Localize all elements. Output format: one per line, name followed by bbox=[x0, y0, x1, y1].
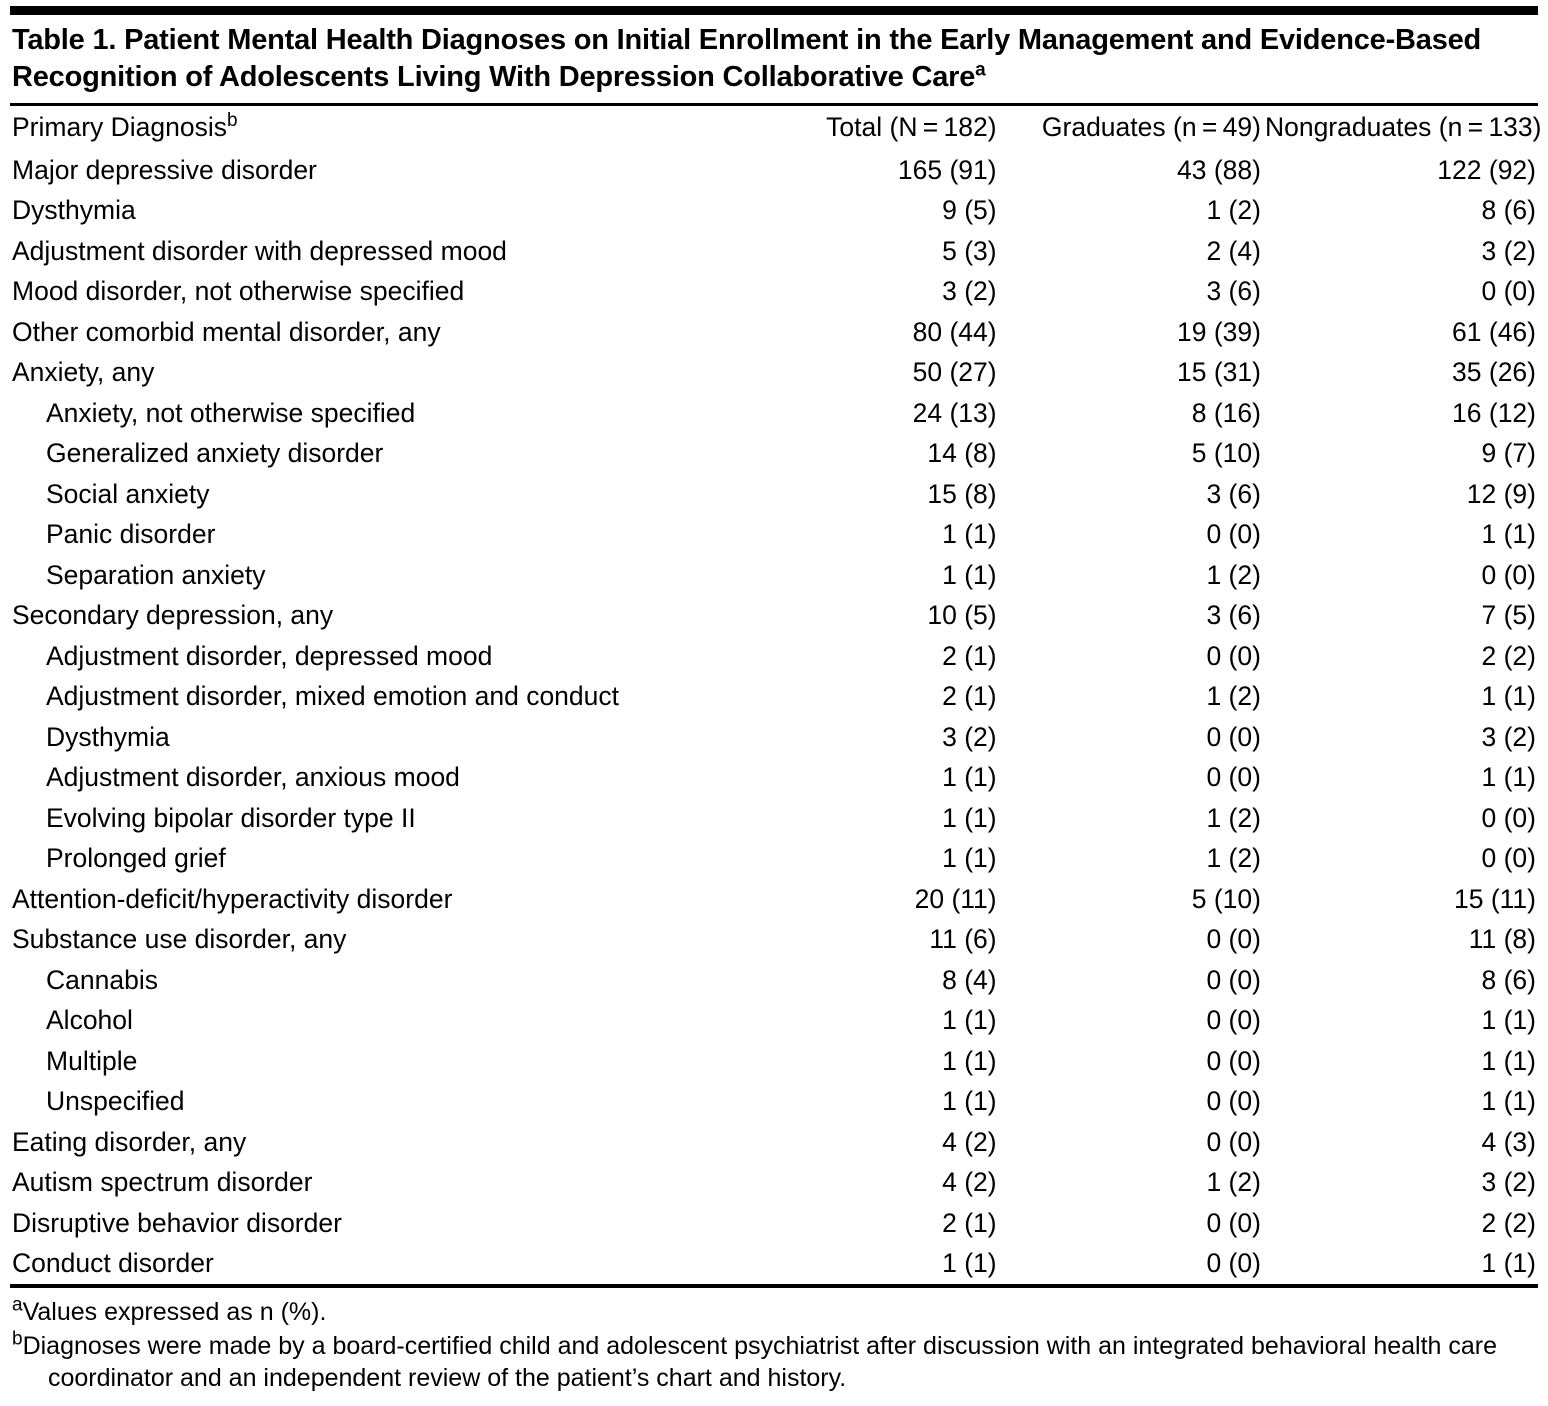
row-value-graduates: 1 (2) bbox=[1206, 195, 1261, 226]
row-label: Substance use disorder, any bbox=[12, 924, 347, 955]
row-value-total: 50 (27) bbox=[912, 357, 997, 388]
row-label: Multiple bbox=[46, 1045, 138, 1076]
row-value-total: 11 (6) bbox=[929, 924, 997, 955]
row-value-graduates: 0 (0) bbox=[1206, 1086, 1261, 1117]
table-row bbox=[10, 1081, 1538, 1122]
row-label: Adjustment disorder, depressed mood bbox=[46, 640, 493, 671]
row-value-nongraduates: 15 (11) bbox=[1454, 883, 1536, 914]
row-value-total: 4 (2) bbox=[942, 1167, 997, 1198]
row-value-total: 3 (2) bbox=[942, 721, 997, 752]
table-row bbox=[10, 514, 1538, 555]
row-value-nongraduates: 4 (3) bbox=[1481, 1126, 1536, 1157]
table-row bbox=[10, 960, 1538, 1001]
row-label: Separation anxiety bbox=[46, 559, 266, 590]
table-row bbox=[10, 1162, 1538, 1203]
row-value-nongraduates: 0 (0) bbox=[1481, 559, 1536, 590]
table-row bbox=[10, 1122, 1538, 1163]
row-label: Alcohol bbox=[46, 1005, 133, 1036]
row-value-graduates: 0 (0) bbox=[1206, 519, 1261, 550]
row-value-total: 1 (1) bbox=[942, 1086, 997, 1117]
row-label: Adjustment disorder, anxious mood bbox=[46, 762, 460, 793]
row-label: Secondary depression, any bbox=[12, 600, 334, 631]
table-row bbox=[10, 636, 1538, 677]
table-row bbox=[10, 352, 1538, 393]
header-row bbox=[10, 106, 1538, 150]
row-value-total: 1 (1) bbox=[942, 559, 997, 590]
footnote-marker: a bbox=[12, 1294, 23, 1316]
row-value-total: 80 (44) bbox=[912, 316, 997, 347]
row-value-nongraduates: 8 (6) bbox=[1481, 964, 1536, 995]
row-value-graduates: 0 (0) bbox=[1206, 762, 1261, 793]
row-value-nongraduates: 0 (0) bbox=[1481, 276, 1536, 307]
row-label: Dysthymia bbox=[46, 721, 170, 752]
table-row bbox=[10, 838, 1538, 879]
table-row bbox=[10, 393, 1538, 434]
row-value-total: 15 (8) bbox=[927, 478, 997, 509]
row-label: Autism spectrum disorder bbox=[12, 1167, 313, 1198]
footnote bbox=[12, 1296, 1536, 1328]
row-value-nongraduates: 1 (1) bbox=[1481, 1248, 1536, 1279]
row-value-nongraduates: 2 (2) bbox=[1481, 640, 1536, 671]
row-value-nongraduates: 3 (2) bbox=[1481, 721, 1536, 752]
row-value-graduates: 8 (16) bbox=[1191, 397, 1261, 428]
row-value-nongraduates: 12 (9) bbox=[1466, 478, 1536, 509]
row-value-nongraduates: 61 (46) bbox=[1452, 316, 1536, 347]
row-value-total: 2 (1) bbox=[942, 1207, 997, 1238]
row-value-total: 165 (91) bbox=[897, 154, 997, 185]
table-row bbox=[10, 919, 1538, 960]
row-value-graduates: 3 (6) bbox=[1206, 276, 1261, 307]
row-value-total: 1 (1) bbox=[942, 1248, 997, 1279]
row-value-total: 1 (1) bbox=[942, 802, 997, 833]
row-value-graduates: 0 (0) bbox=[1206, 1126, 1261, 1157]
table-body bbox=[10, 150, 1538, 1284]
row-value-graduates: 0 (0) bbox=[1206, 721, 1261, 752]
row-value-nongraduates: 1 (1) bbox=[1481, 1045, 1536, 1076]
table-title-footnote-marker: a bbox=[975, 58, 986, 80]
row-value-graduates: 0 (0) bbox=[1206, 640, 1261, 671]
row-label: Generalized anxiety disorder bbox=[46, 438, 384, 469]
footnote-text: Values expressed as n (%). bbox=[22, 1297, 327, 1326]
row-value-graduates: 1 (2) bbox=[1206, 1167, 1261, 1198]
row-value-graduates: 0 (0) bbox=[1206, 1045, 1261, 1076]
row-value-nongraduates: 16 (12) bbox=[1452, 397, 1536, 428]
row-value-nongraduates: 122 (92) bbox=[1437, 154, 1536, 185]
row-label: Eating disorder, any bbox=[12, 1126, 247, 1157]
column-header-nongraduates: Nongraduates (n = 133) bbox=[1264, 112, 1542, 143]
row-label: Prolonged grief bbox=[46, 843, 226, 874]
row-value-graduates: 1 (2) bbox=[1206, 681, 1261, 712]
table-title-text: Table 1. Patient Mental Health Diagnoses on Initial Enrollment in the Early Management and Evidence-Based Recognition of Adolescents Living With Depression Collaborative Care bbox=[12, 24, 1482, 93]
row-value-total: 2 (1) bbox=[942, 640, 997, 671]
row-label: Cannabis bbox=[46, 964, 158, 995]
row-label: Dysthymia bbox=[12, 195, 136, 226]
table-row bbox=[10, 1243, 1538, 1284]
row-label: Disruptive behavior disorder bbox=[12, 1207, 342, 1238]
footnote-text: Diagnoses were made by a board-certified child and adolescent psychiatrist after discussion with an integrated behavioral health care coordinator and an independent review of the patient’s chart and history. bbox=[22, 1331, 1498, 1392]
column-header-graduates: Graduates (n = 49) bbox=[1041, 112, 1261, 143]
row-label: Unspecified bbox=[46, 1086, 185, 1117]
row-value-nongraduates: 1 (1) bbox=[1481, 681, 1536, 712]
table-row bbox=[10, 474, 1538, 515]
row-value-graduates: 0 (0) bbox=[1206, 924, 1261, 955]
row-value-graduates: 1 (2) bbox=[1206, 802, 1261, 833]
table-row bbox=[10, 555, 1538, 596]
footnotes bbox=[10, 1288, 1538, 1406]
row-label: Other comorbid mental disorder, any bbox=[12, 316, 441, 347]
row-value-nongraduates: 3 (2) bbox=[1481, 1167, 1536, 1198]
row-value-total: 5 (3) bbox=[942, 235, 997, 266]
row-label: Adjustment disorder, mixed emotion and conduct bbox=[46, 681, 620, 712]
row-value-graduates: 3 (6) bbox=[1206, 478, 1261, 509]
row-value-total: 8 (4) bbox=[942, 964, 997, 995]
row-value-nongraduates: 1 (1) bbox=[1481, 1086, 1536, 1117]
footnote bbox=[12, 1330, 1536, 1394]
table-row bbox=[10, 1041, 1538, 1082]
column-header-primary-diagnosis-label: Primary Diagnosis bbox=[12, 112, 228, 143]
column-header-primary-diagnosis bbox=[10, 106, 736, 150]
row-value-nongraduates: 0 (0) bbox=[1481, 802, 1536, 833]
footnote-marker: b bbox=[12, 1328, 23, 1350]
row-value-total: 4 (2) bbox=[942, 1126, 997, 1157]
table-row bbox=[10, 798, 1538, 839]
row-value-graduates: 5 (10) bbox=[1191, 438, 1261, 469]
row-value-total: 1 (1) bbox=[942, 519, 997, 550]
row-value-nongraduates: 1 (1) bbox=[1481, 762, 1536, 793]
row-value-nongraduates: 11 (8) bbox=[1468, 924, 1536, 955]
table-row bbox=[10, 757, 1538, 798]
row-label: Anxiety, any bbox=[12, 357, 155, 388]
table-head bbox=[10, 106, 1542, 150]
column-header-total: Total (N = 182) bbox=[826, 112, 997, 143]
diagnoses-table bbox=[10, 106, 1542, 1284]
row-value-graduates: 0 (0) bbox=[1206, 1005, 1261, 1036]
row-value-total: 1 (1) bbox=[942, 1005, 997, 1036]
row-value-nongraduates: 35 (26) bbox=[1452, 357, 1536, 388]
table-title bbox=[10, 15, 1538, 103]
row-label: Major depressive disorder bbox=[12, 154, 317, 185]
row-value-nongraduates: 1 (1) bbox=[1481, 519, 1536, 550]
row-value-nongraduates: 7 (5) bbox=[1481, 600, 1536, 631]
row-label: Attention-deficit/hyperactivity disorder bbox=[12, 883, 453, 914]
row-label: Mood disorder, not otherwise specified bbox=[12, 276, 465, 307]
row-value-total: 10 (5) bbox=[927, 600, 997, 631]
row-value-nongraduates: 8 (6) bbox=[1481, 195, 1536, 226]
table-row bbox=[10, 676, 1538, 717]
table-page bbox=[0, 6, 1548, 1406]
row-value-graduates: 2 (4) bbox=[1206, 235, 1261, 266]
row-label: Evolving bipolar disorder type II bbox=[46, 802, 416, 833]
row-value-total: 20 (11) bbox=[914, 883, 997, 914]
row-value-nongraduates: 3 (2) bbox=[1481, 235, 1536, 266]
top-rule bbox=[10, 6, 1538, 15]
row-value-total: 2 (1) bbox=[942, 681, 997, 712]
row-value-total: 9 (5) bbox=[942, 195, 997, 226]
row-value-total: 1 (1) bbox=[942, 1045, 997, 1076]
table-row bbox=[10, 1000, 1538, 1041]
row-value-graduates: 1 (2) bbox=[1206, 843, 1261, 874]
row-value-total: 14 (8) bbox=[927, 438, 997, 469]
row-value-graduates: 19 (39) bbox=[1176, 316, 1261, 347]
table-row bbox=[10, 150, 1538, 191]
row-value-total: 24 (13) bbox=[912, 397, 997, 428]
table-row bbox=[10, 1203, 1538, 1244]
column-header-footnote-marker: b bbox=[227, 110, 238, 132]
row-value-graduates: 0 (0) bbox=[1206, 1207, 1261, 1238]
table-row bbox=[10, 717, 1538, 758]
table-row bbox=[10, 433, 1538, 474]
row-value-graduates: 0 (0) bbox=[1206, 964, 1261, 995]
row-label: Anxiety, not otherwise specified bbox=[46, 397, 416, 428]
row-value-graduates: 1 (2) bbox=[1206, 559, 1261, 590]
row-value-nongraduates: 2 (2) bbox=[1481, 1207, 1536, 1238]
row-value-total: 3 (2) bbox=[942, 276, 997, 307]
row-value-graduates: 5 (10) bbox=[1191, 883, 1261, 914]
row-value-nongraduates: 0 (0) bbox=[1481, 843, 1536, 874]
row-label: Social anxiety bbox=[46, 478, 210, 509]
table-row bbox=[10, 595, 1538, 636]
row-value-graduates: 43 (88) bbox=[1176, 154, 1261, 185]
row-value-graduates: 15 (31) bbox=[1176, 357, 1261, 388]
row-label: Panic disorder bbox=[46, 519, 216, 550]
row-value-total: 1 (1) bbox=[942, 762, 997, 793]
row-label: Adjustment disorder with depressed mood bbox=[12, 235, 507, 266]
table-row bbox=[10, 231, 1538, 272]
row-value-graduates: 3 (6) bbox=[1206, 600, 1261, 631]
row-value-graduates: 0 (0) bbox=[1206, 1248, 1261, 1279]
row-value-nongraduates: 9 (7) bbox=[1481, 438, 1536, 469]
table-row bbox=[10, 190, 1538, 231]
row-label: Conduct disorder bbox=[12, 1248, 214, 1279]
table-row bbox=[10, 312, 1538, 353]
row-value-nongraduates: 1 (1) bbox=[1481, 1005, 1536, 1036]
table-row bbox=[10, 879, 1538, 920]
table-row bbox=[10, 271, 1538, 312]
row-value-total: 1 (1) bbox=[942, 843, 997, 874]
